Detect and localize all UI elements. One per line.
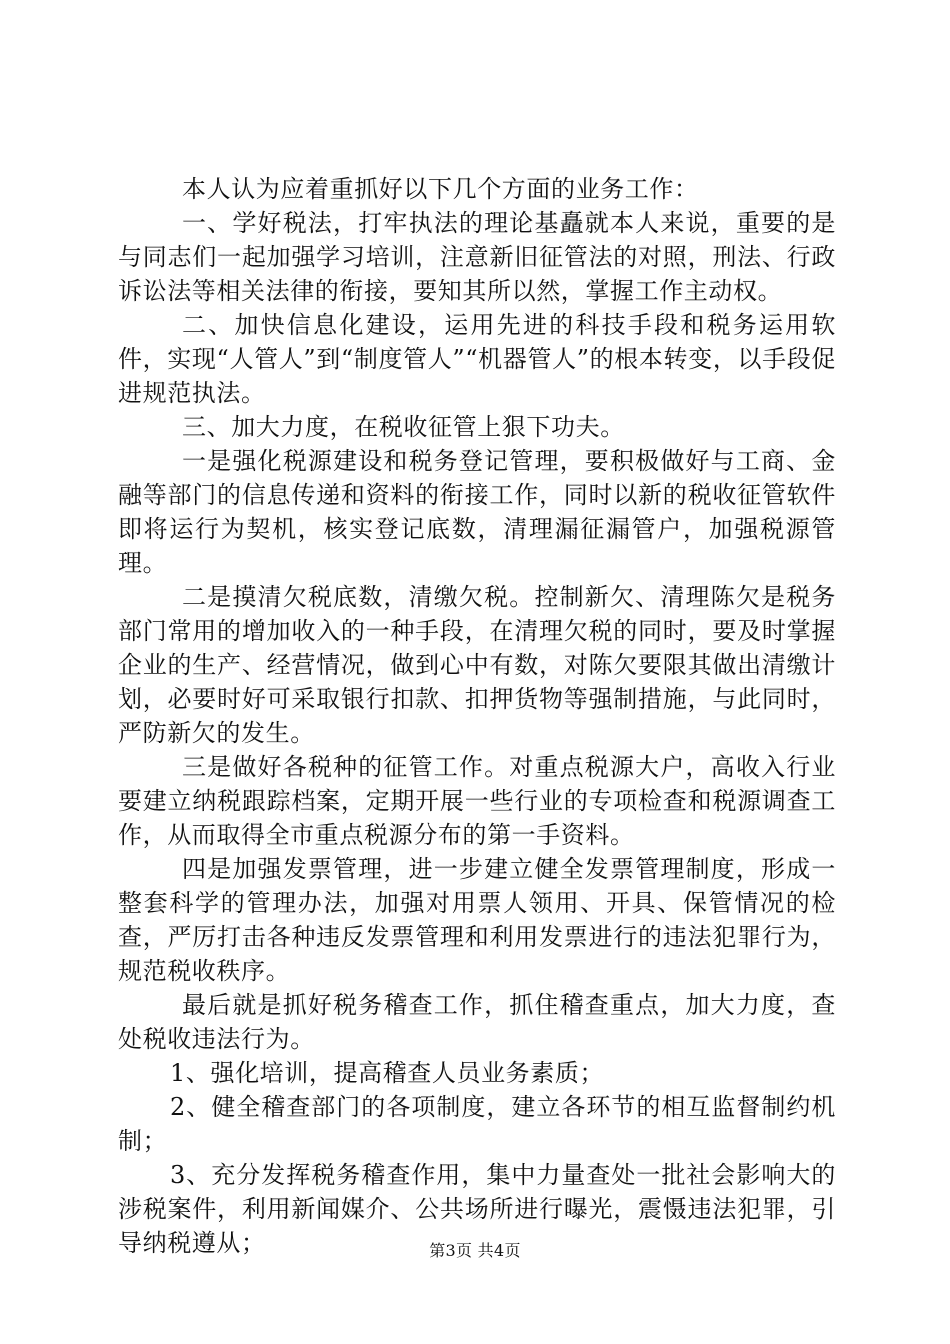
paragraph-point-3: 三、加大力度，在税收征管上狠下功夫。 — [182, 413, 625, 441]
paragraph-sub-4: 四是加强发票管理，进一步建立健全发票管理制度，形成一整套科学的管理办法，加强对用票人领用、开具、保管情况的检查，严厉打击各种违反发票管理和利用发票进行的违法犯罪行为，规范税收秩序。 — [118, 855, 836, 985]
document-body — [118, 172, 836, 1260]
list-item-2: 2、健全稽查部门的各项制度，建立各环节的相互监督制约机制； — [118, 1093, 836, 1155]
paragraph-sub-2: 二是摸清欠税底数，清缴欠税。控制新欠、清理陈欠是税务部门常用的增加收入的一种手段，在清理欠税的同时，要及时掌握企业的生产、经营情况，做到心中有数，对陈欠要限其做出清缴计划，必要时好可采取银行扣款、扣押货物等强制措施，与此同时，严防新欠的发生。 — [118, 583, 836, 747]
page-footer: 第3页 共4页 — [429, 1241, 521, 1260]
paragraph-point-1: 一、学好税法，打牢执法的理论基矗就本人来说，重要的是与同志们一起加强学习培训，注意新旧征管法的对照，刑法、行政诉讼法等相关法律的衔接，要知其所以然，掌握工作主动权。 — [118, 209, 836, 305]
paragraph-audit: 最后就是抓好税务稽查工作，抓住稽查重点，加大力度，查处税收违法行为。 — [118, 991, 836, 1053]
paragraph-intro: 本人认为应着重抓好以下几个方面的业务工作： — [182, 175, 699, 203]
list-item-3: 3、充分发挥税务稽查作用，集中力量查处一批社会影响大的涉税案件，利用新闻媒介、公共场所进行曝光，震慑违法犯罪，引导纳税遵从； — [118, 1161, 836, 1257]
paragraph-sub-1: 一是强化税源建设和税务登记管理，要积极做好与工商、金融等部门的信息传递和资料的衔接工作，同时以新的税收征管软件即将运行为契机，核实登记底数，清理漏征漏管户，加强税源管理。 — [118, 447, 836, 577]
paragraph-point-2: 二、加快信息化建设，运用先进的科技手段和税务运用软件，实现“人管人”到“制度管人”“机器管人”的根本转变，以手段促进规范执法。 — [118, 311, 836, 407]
paragraph-sub-3: 三是做好各税种的征管工作。对重点税源大户，高收入行业要建立纳税跟踪档案，定期开展一些行业的专项检查和税源调查工作，从而取得全市重点税源分布的第一手资料。 — [118, 753, 836, 849]
list-item-1: 1、强化培训，提高稽查人员业务素质； — [170, 1059, 605, 1087]
